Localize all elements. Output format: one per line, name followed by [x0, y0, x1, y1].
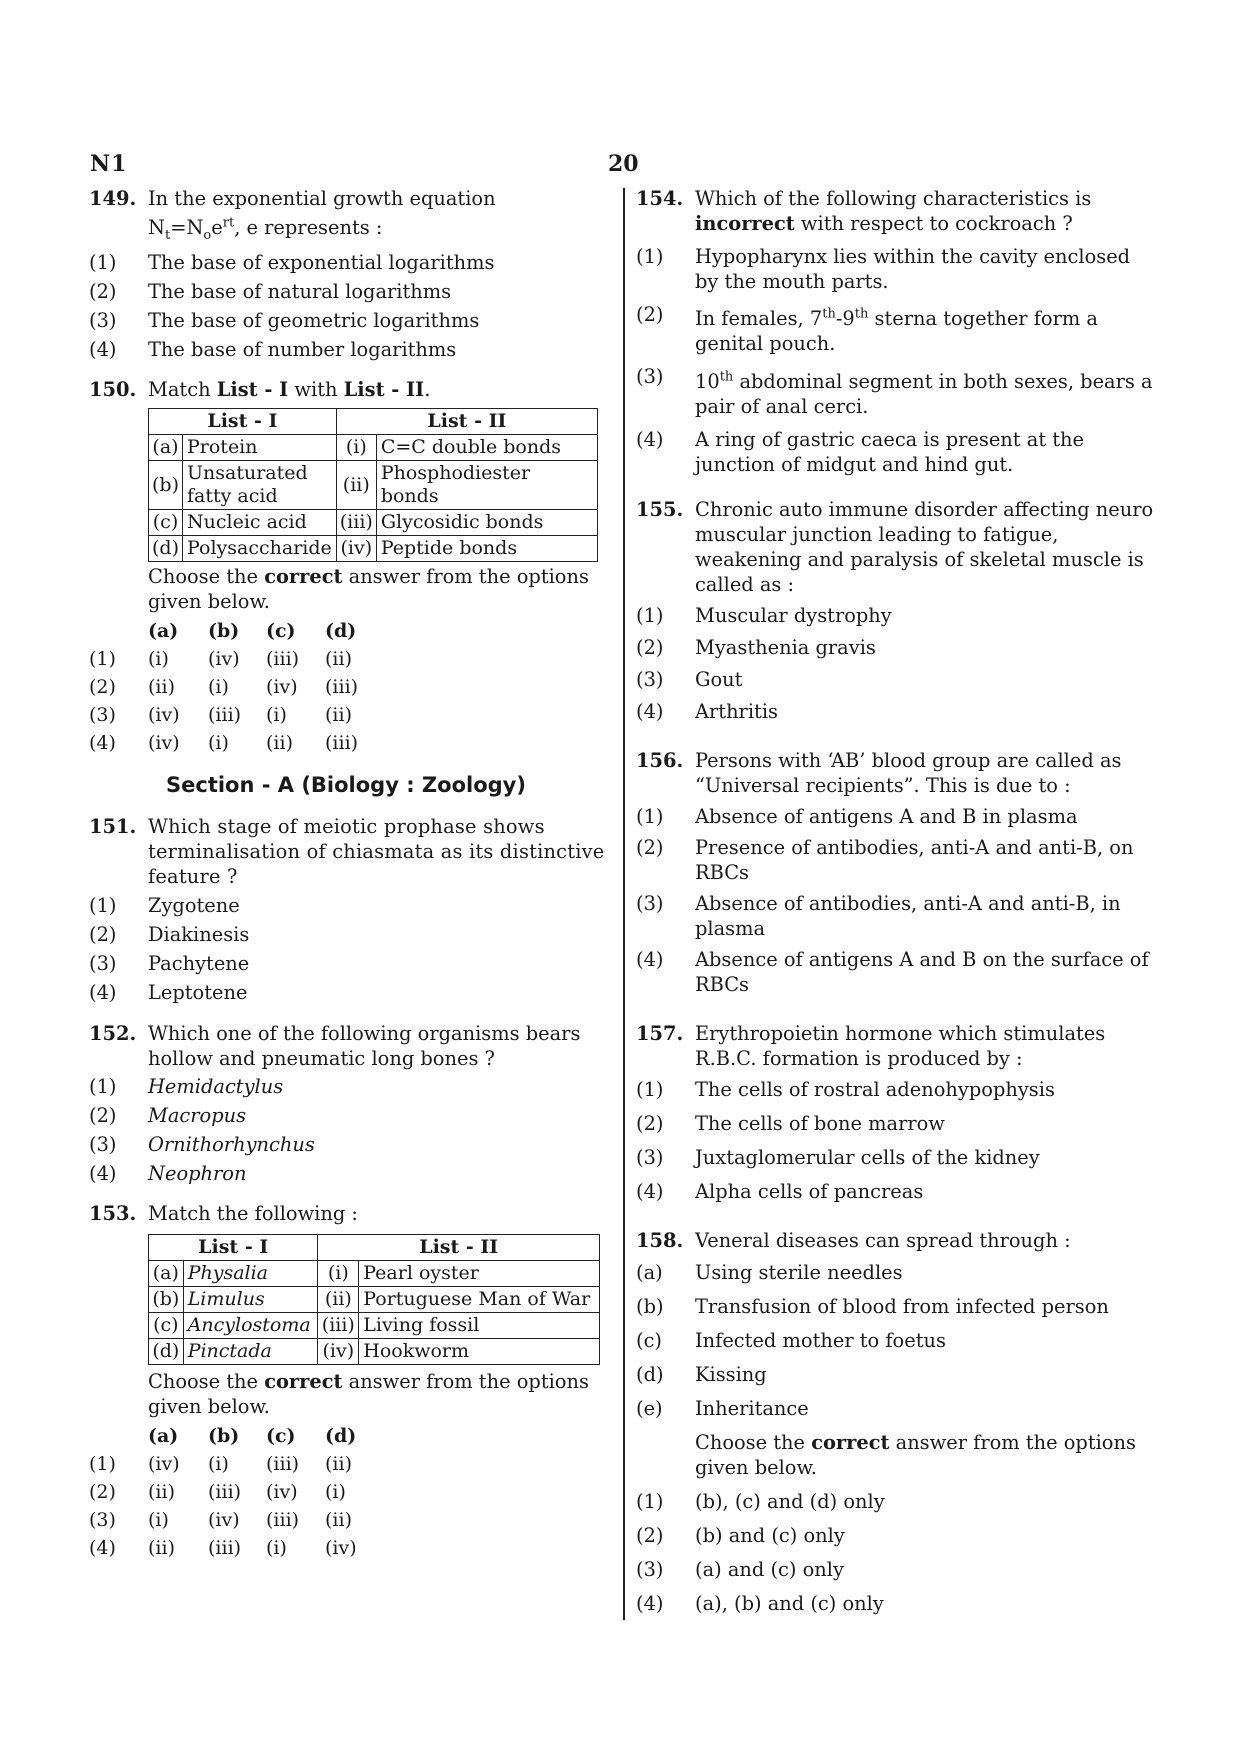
option-text: The base of natural logarithms — [148, 280, 452, 304]
option[interactable] — [89, 279, 609, 304]
paper-code: N1 — [90, 151, 128, 177]
question-stem: Persons with ‘AB’ blood group are called as “Universal recipients”. This is due to : — [695, 748, 1122, 797]
option-number: (1) — [89, 251, 117, 275]
option-number: (4) — [636, 699, 664, 723]
option-text: The base of number logarithms — [148, 338, 457, 362]
option[interactable] — [636, 1557, 1156, 1582]
answer-option[interactable]: (4) (iv) (i) (ii) (iii) — [89, 732, 359, 755]
option-number: (1) — [636, 1077, 664, 1101]
option-number: (2) — [636, 835, 664, 859]
equation: $N_t=N_oe^{rt}$, e represents : — [148, 216, 383, 244]
option-text: (a), (b) and (c) only — [695, 1591, 884, 1615]
option-number: (4) — [89, 338, 117, 362]
question-151 — [89, 814, 609, 889]
match-table — [148, 1234, 600, 1365]
answer-option[interactable]: (1) (i) (iv) (iii) (ii) — [89, 648, 352, 671]
question-number: 149. — [89, 187, 137, 210]
choose-instruction: Choose the correct answer from the options given below. — [695, 1430, 1136, 1479]
question-number: 156. — [636, 748, 684, 772]
option-number: (3) — [636, 1557, 664, 1581]
option-text: Alpha cells of pancreas — [695, 1179, 924, 1203]
option[interactable] — [636, 1489, 1156, 1514]
option-number: (4) — [89, 1162, 117, 1186]
option[interactable] — [89, 308, 609, 333]
answer-option[interactable]: (3) (i) (iv) (iii) (ii) — [89, 1509, 352, 1532]
statement-item: (b) Transfusion of blood from infected person — [636, 1294, 1109, 1318]
table-row: (c) Ancylostoma (iii) Living fossil — [149, 1313, 600, 1339]
answer-option[interactable]: (2) (ii) (iii) (iv) (i) — [89, 1481, 346, 1504]
option-text: Arthritis — [695, 699, 778, 723]
option[interactable] — [89, 1132, 609, 1157]
option-text: The cells of rostral adenohypophysis — [695, 1077, 1055, 1101]
table-row: (d) Pinctada (iv) Hookworm — [149, 1339, 600, 1365]
option[interactable] — [636, 635, 1156, 660]
option[interactable] — [89, 951, 609, 976]
option-number: (1) — [636, 603, 664, 627]
option-text: Zygotene — [148, 894, 240, 918]
table-header: List - I — [149, 409, 337, 435]
option-number: (3) — [89, 952, 117, 976]
answer-options-table: (a) (b) (c) (d) (1) (iv) (i) (iii) (ii) (2) (ii) (iii) (iv) (i) (3) (i) (iv) (iii) (ii) (4) (ii) (iii) (i) (iv) — [89, 1422, 357, 1562]
question-149 — [89, 186, 609, 248]
answer-option[interactable]: (2) (ii) (i) (iv) (iii) — [89, 676, 359, 699]
statement-item: (e) Inheritance — [636, 1396, 809, 1420]
option[interactable] — [636, 804, 1156, 829]
question-152 — [89, 1021, 609, 1071]
question-158 — [636, 1228, 1156, 1253]
option[interactable] — [636, 427, 1156, 477]
table-row: (b) Limulus (ii) Portuguese Man of War — [149, 1287, 600, 1313]
question-stem — [148, 186, 609, 248]
option-number: (1) — [636, 1489, 664, 1513]
question-156 — [636, 748, 1156, 798]
table-row: (a) Protein (i) C=C double bonds — [149, 435, 598, 461]
question-stem: Which stage of meiotic prophase shows terminalisation of chiasmata as its distinctive feature ? — [148, 815, 605, 889]
table-header: List - II — [318, 1235, 600, 1261]
option-number: (2) — [89, 1104, 117, 1128]
option-number: (1) — [89, 1075, 117, 1099]
question-153 — [89, 1201, 609, 1419]
option[interactable] — [636, 667, 1156, 692]
option-text: The cells of bone marrow — [695, 1111, 945, 1135]
option-text: 10th abdominal segment in both sexes, bears a pair of anal cerci. — [695, 369, 1153, 418]
option-text: Gout — [695, 667, 743, 691]
option-text: The base of geometric logarithms — [148, 309, 480, 333]
choose-instruction: Choose the correct answer from the options given below. — [148, 1370, 589, 1419]
option-text: Diakinesis — [148, 923, 250, 947]
question-stem: Veneral diseases can spread through : — [695, 1228, 1071, 1252]
question-stem: Match List - I with List - II. — [148, 378, 431, 402]
option[interactable] — [636, 603, 1156, 628]
option-text: Muscular dystrophy — [695, 603, 892, 627]
question-154 — [636, 186, 1156, 236]
question-150 — [89, 377, 609, 614]
option-text: In females, 7th-9th sterna together form a genital pouch. — [695, 307, 1098, 356]
option-number: (3) — [636, 365, 664, 389]
option[interactable] — [89, 922, 609, 947]
statement-item: (c) Infected mother to foetus — [636, 1328, 946, 1352]
option-number: (2) — [636, 303, 664, 326]
question-155 — [636, 497, 1156, 597]
option-text: Hypopharynx lies within the cavity enclosed by the mouth parts. — [695, 245, 1131, 293]
option-text: Ornithorhynchus — [148, 1133, 315, 1157]
option[interactable] — [636, 891, 1156, 941]
statement-item: (d) Kissing — [636, 1362, 767, 1386]
option-text: (b), (c) and (d) only — [695, 1489, 885, 1513]
option[interactable] — [636, 1523, 1156, 1548]
answer-option[interactable]: (1) (iv) (i) (iii) (ii) — [89, 1453, 352, 1476]
option-text: Absence of antibodies, anti-A and anti-B, in plasma — [695, 891, 1121, 940]
question-number: 152. — [89, 1022, 137, 1046]
option[interactable] — [89, 980, 609, 1005]
stem-text: In the exponential growth equation — [148, 187, 496, 210]
question-number: 151. — [89, 815, 137, 839]
option-number: (2) — [89, 280, 117, 304]
question-stem: Chronic auto immune disorder affecting neuro muscular junction leading to fatigue, weakening and paralysis of skeletal muscle is called as : — [695, 497, 1154, 596]
option-number: (1) — [89, 894, 117, 918]
option[interactable] — [636, 835, 1156, 885]
option-number: (4) — [636, 1179, 664, 1203]
option-text: Leptotene — [148, 981, 248, 1005]
match-table — [148, 408, 598, 562]
question-number: 157. — [636, 1021, 684, 1045]
question-number: 153. — [89, 1202, 137, 1226]
option[interactable] — [636, 1179, 1156, 1204]
option-number: (4) — [636, 947, 664, 971]
option-text: Macropus — [148, 1104, 247, 1128]
option-number: (2) — [636, 1111, 664, 1135]
option-number: (4) — [89, 981, 117, 1005]
option-number: (3) — [89, 1133, 117, 1157]
option-number: (3) — [89, 309, 117, 333]
column-divider — [623, 188, 625, 1620]
question-stem: Match the following : — [148, 1202, 358, 1226]
option-number: (2) — [636, 1523, 664, 1547]
option-text: (b) and (c) only — [695, 1523, 845, 1547]
option[interactable] — [636, 699, 1156, 724]
option-number: (2) — [636, 635, 664, 659]
question-stem: Erythropoietin hormone which stimulates R.B.C. formation is produced by : — [695, 1021, 1106, 1070]
answer-option[interactable]: (4) (ii) (iii) (i) (iv) — [89, 1537, 357, 1560]
table-row: (c) Nucleic acid (iii) Glycosidic bonds — [149, 510, 598, 536]
option-number: (4) — [636, 427, 664, 451]
option[interactable] — [636, 302, 1156, 356]
question-stem: Which one of the following organisms bears hollow and pneumatic long bones ? — [148, 1022, 581, 1071]
option[interactable] — [89, 1161, 609, 1186]
option-number: (1) — [636, 804, 664, 828]
option-text: Presence of antibodies, anti-A and anti-B, on RBCs — [695, 835, 1134, 884]
option-text: The base of exponential logarithms — [148, 251, 495, 275]
option[interactable] — [89, 337, 609, 362]
option[interactable] — [89, 1103, 609, 1128]
table-row: (b) Unsaturated fatty acid (ii) Phosphodiester bonds — [149, 461, 598, 510]
option[interactable] — [636, 1591, 1156, 1616]
table-row: (d) Polysaccharide (iv) Peptide bonds — [149, 536, 598, 562]
table-row: (a) Physalia (i) Pearl oyster — [149, 1261, 600, 1287]
option-number: (3) — [636, 891, 664, 915]
option-text: Absence of antigens A and B in plasma — [695, 804, 1078, 828]
question-stem: Which of the following characteristics is incorrect with respect to cockroach ? — [695, 187, 1092, 235]
question-157 — [636, 1021, 1156, 1071]
option-number: (3) — [636, 667, 664, 691]
question-number: 155. — [636, 497, 684, 521]
option[interactable] — [89, 250, 609, 275]
option-text: Juxtaglomerular cells of the kidney — [695, 1145, 1040, 1169]
statement-item: (a) Using sterile needles — [636, 1260, 903, 1284]
option[interactable] — [636, 364, 1156, 418]
page-number: 20 — [608, 151, 639, 177]
right-column — [636, 186, 1156, 1616]
answer-options-table: (a) (b) (c) (d) (1) (i) (iv) (iii) (ii) (2) (ii) (i) (iv) (iii) (3) (iv) (iii) (i) (ii) (4) (iv) (i) (ii) (iii) — [89, 617, 358, 757]
option-number: (4) — [636, 1591, 664, 1615]
option-number: (2) — [89, 923, 117, 947]
table-header: List - II — [336, 409, 597, 435]
option-text: (a) and (c) only — [695, 1557, 844, 1581]
option-text: Neophron — [148, 1162, 247, 1186]
left-column — [89, 186, 609, 1562]
option[interactable] — [636, 244, 1156, 294]
option[interactable] — [636, 1111, 1156, 1136]
option-text: Pachytene — [148, 952, 250, 976]
option-text: Absence of antigens A and B on the surface of RBCs — [695, 947, 1149, 996]
option[interactable] — [89, 1074, 609, 1099]
table-header: List - I — [149, 1235, 318, 1261]
question-number: 154. — [636, 187, 684, 210]
option[interactable] — [636, 1145, 1156, 1170]
question-number: 150. — [89, 378, 137, 402]
question-number: 158. — [636, 1228, 684, 1252]
choose-instruction: Choose the correct answer from the options given below. — [148, 565, 589, 614]
option-text: A ring of gastric caeca is present at the junction of midgut and hind gut. — [695, 427, 1085, 476]
section-title: Section - A (Biology : Zoology) — [166, 773, 526, 798]
option-number: (1) — [636, 245, 664, 268]
option[interactable] — [636, 947, 1156, 997]
option-text: Hemidactylus — [148, 1075, 284, 1099]
option[interactable] — [89, 893, 609, 918]
answer-option[interactable]: (3) (iv) (iii) (i) (ii) — [89, 704, 352, 727]
option[interactable] — [636, 1077, 1156, 1102]
option-text: Myasthenia gravis — [695, 635, 876, 659]
option-number: (3) — [636, 1145, 664, 1169]
